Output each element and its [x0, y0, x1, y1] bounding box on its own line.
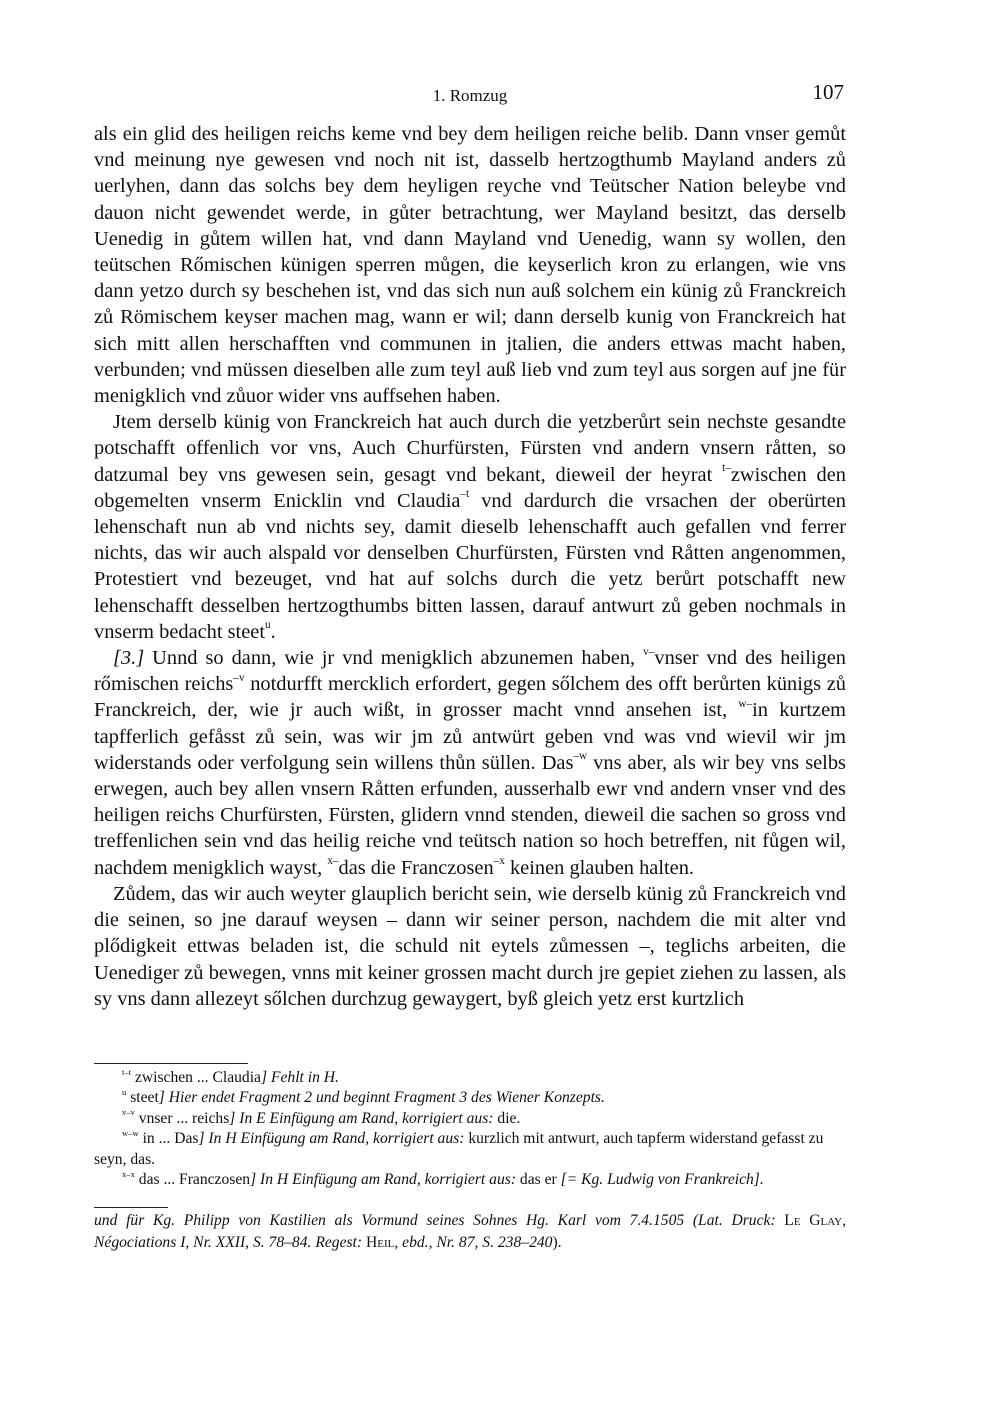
footnote-marker: t– [722, 462, 731, 475]
paragraph [94, 645, 846, 881]
footnotes [94, 1068, 846, 1190]
footnote-mark: x–x [122, 1168, 135, 1179]
page-header [94, 80, 846, 110]
footnote [94, 1109, 846, 1129]
footnote-rest: das er [516, 1171, 561, 1189]
commentary-text: , ebd., Nr. 87, S. 238–240 [394, 1234, 553, 1251]
text-run: das die Franczosen [338, 856, 494, 879]
section-number: [3.] [113, 647, 145, 670]
footnote-marker: –t [460, 488, 470, 501]
text-run: vnd dardurch die vrsachen der oberürten lehenschaft nun ab vnd nichts sey, damit dieselb lehenschafft auch gefallen vnd ferrer nichts, das wir auch alspald vor denselben Churfürsten, Fürsten vnd Råtten angenommen, Protestiert vnd bezeuget, vnd hat auf solchs durch die yetz berůrt potschafft new lehenschafft desselben hertzogthumbs bitten lassen, darauf antwurt zů geben nochmals in vnserm bedacht steet [94, 489, 846, 643]
running-title: 1. Romzug [432, 86, 508, 105]
footnote-marker: –x [493, 855, 505, 868]
footnote-note: ] In H Einfügung am Rand, korrigiert aus: [198, 1130, 465, 1148]
footnote-marker: w– [738, 698, 753, 710]
footnote-lemma: das ... Franczosen [134, 1171, 251, 1189]
author-name: Le Glay [784, 1212, 843, 1229]
footnote-lemma: in ... Das [138, 1130, 199, 1148]
commentary [94, 1210, 846, 1254]
footnote [94, 1068, 846, 1088]
footnote-mark: t–t [122, 1066, 132, 1077]
paragraph-text: als ein glid des heiligen reichs keme vnd bey dem heiligen reiche belib. Dann vnser gemůt vnd meinung nye gewesen vnd noch nit ist, dasselb hertzogthumb Mayland anders zů uerlyhen, dann das solchs bey dem heyligen reyche vnd Teütscher Nation beleybe vnd dauon nicht gewendet werde, in gůter betrachtung, wer Mayland besitzt, das derselb Uenedig in gůtem willen hat, vnd dann Mayland vnd Uenedig, wann sy wollen, den teütschen Rőmischen künigen sperren můgen, die keyserlich kron zu erlangen, wie vns dann yetzo durch sy beschehen ist, vnd das sich nun auß solchem ein künig zů Franckreich zů Römischem keyser machen mag, wann er wil; dann derselb kunig von Franckreich hat sich mitt allen herschafften vnd communen in jtalien, die anders ettwas macht haben, verbunden; vnd müssen dieselben alle zum teyl auß lieb vnd zum teyl aus sorgen auf jne für menigklich vnd zůuor wider vns auffsehen haben. [94, 123, 846, 408]
paragraph-text: Zůdem, das wir auch weyter glauplich bericht sein, wie derselb künig zů Franckreich vnd die seinen, so jne darauf weysen – dann wir seiner person, nachdem die mit alter vnd plődigkeit ettwas beladen ist, die schuld nit eytels zůmessen –, teglichs arbeiten, die Uenediger zů bewegen, vnns mit keiner grossen macht durch jre gepiet ziehen zu lassen, als sy vns dann allezeyt sőlchen durchzug gewaygert, byß gleich yetz erst kurtzlich [94, 882, 846, 1010]
paragraph [94, 881, 846, 1012]
footnote-mark: u [122, 1086, 127, 1097]
footnote-note: ] Fehlt in H. [260, 1069, 339, 1086]
footnote-mark: w–w [122, 1127, 139, 1138]
paragraph [94, 409, 846, 645]
footnote-mark: v–v [122, 1107, 135, 1118]
text-run: zwischen den obgemelten vnserm Enicklin vnd Claudia [94, 463, 846, 512]
footnote [94, 1129, 846, 1170]
text-run: notdurfft mercklich erfordert, gegen sőlchem des offt berůrten künigs zů Franckreich, der, wie jr auch wißt, in grosser macht vnnd ansehen ist, [94, 673, 846, 722]
text-run: in kurtzem tapfferlich gefåsst zů sein, was wir jm zů antwürt geben vnd was vnd wievil wir jm widerstands oder verfolgung sein willens thůn süllen. Das [94, 699, 846, 774]
footnote-lemma: zwischen ... Claudia [131, 1069, 261, 1086]
text-run: Unnd so dann, wie jr vnd menigklich abzunemen haben, [144, 647, 644, 670]
author-name: Heil [365, 1234, 395, 1251]
footnote-note: ] In H Einfügung am Rand, korrigiert aus: [250, 1171, 517, 1189]
text-run: vnser vnd des heiligen rőmischen reichs [94, 647, 846, 696]
footnote-marker: –w [573, 750, 588, 763]
text-run: . [270, 620, 276, 643]
text-run: Jtem derselb künig von Franckreich hat auch durch die yetzberůrt sein nechste gesandte potschafft offenlich vor vns, Auch Churfürsten, Fürsten vnd andern vnsern råtten, so datzumal bey vns gewesen sein, gesagt vnd bekant, dieweil der heyrat [94, 411, 846, 486]
footnote-lemma: vnser ... reichs [134, 1109, 230, 1127]
commentary-text: und für Kg. Philipp von Kastilien als Vormund seines Sohnes Hg. Karl vom 7.4.1505 (Lat. Druck: [94, 1212, 785, 1229]
footnote-lemma: steet [126, 1089, 159, 1107]
commentary-text: , Négociations I, Nr. XXII, S. 78–84. Regest: [94, 1212, 846, 1251]
commentary-end: ). [552, 1234, 562, 1251]
footnote-separator [94, 1063, 248, 1064]
footnote-marker: v– [643, 645, 655, 658]
footnote-note: ] In E Einfügung am Rand, korrigiert aus: [229, 1109, 494, 1127]
page-number: 107 [812, 80, 844, 104]
footnote-tail: [= Kg. Ludwig von Frankreich]. [560, 1171, 764, 1189]
commentary-separator [94, 1207, 168, 1208]
footnote-rest: die. [493, 1109, 521, 1127]
footnote [94, 1170, 846, 1190]
footnote-marker: u [265, 619, 271, 632]
paragraph [94, 121, 846, 409]
footnote-note: ] Hier endet Fragment 2 und beginnt Fragment 3 des Wiener Konzepts. [158, 1089, 605, 1107]
text-run: vns aber, als wir bey vns selbs erwegen, auch bey allen vnsern Råtten erfunden, ausserhalb ewr vnd andern vnser vnd des heiligen reichs Churfürsten, Fürsten, glidern vnnd stenden, dieweil die sachen so gross vnd treffenlichen sein vnd das heilig reiche vnd teütsch nation so hoch betreffen, nit fůgen wil, nachdem menigklich wayst, [94, 751, 846, 879]
footnote-marker: x– [327, 855, 339, 868]
text-run: keinen glauben halten. [504, 856, 695, 879]
footnote-marker: –v [233, 671, 245, 684]
footnote [94, 1088, 846, 1108]
footnote-rest: kurzlich mit antwurt, auch tapferm widerstand gefasst zu seyn, das. [94, 1130, 824, 1168]
main-text [94, 121, 846, 1012]
